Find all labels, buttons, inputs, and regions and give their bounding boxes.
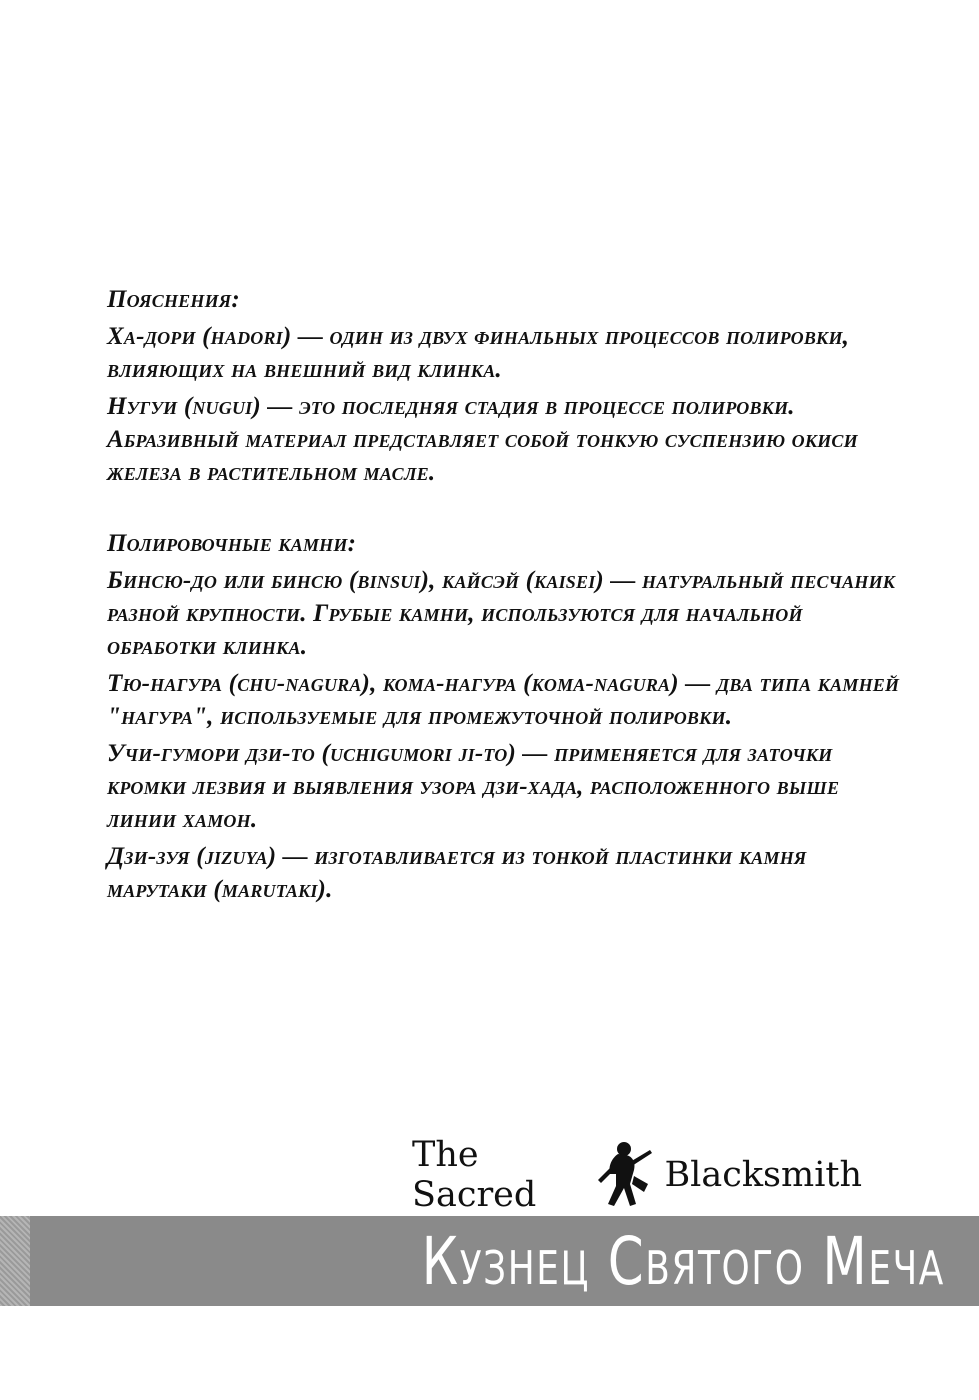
note-binsui: Бинсю-до или бинсю (binsui), кайсэй (kaisei) — натуральный песчаник разной крупности. Грубые камни, используются для начальной обработки клинка. <box>107 567 896 660</box>
swordsmith-silhouette-icon <box>594 1140 656 1210</box>
note-uchigumori: Учи-гумори дзи-то (uchigumori ji-to) — применяется для заточки кромки лезвия и выявления узора дзи-хада, расположенного выше линии хамон. <box>107 740 840 833</box>
russian-title: Кузнец Святого Меча <box>421 1222 945 1300</box>
note-hadori: Ха-дори (hadori) — один из двух финальных процессов полировки, влияющих на внешний вид клинка. <box>107 323 850 383</box>
notes-section <box>107 283 907 910</box>
stones-heading: Полировочные камни: <box>107 530 357 557</box>
explanations-heading: Пояснения: <box>107 286 240 313</box>
title-right-text: Blacksmith <box>664 1155 862 1195</box>
title-band <box>0 1216 979 1306</box>
section-gap <box>107 493 907 527</box>
title-left-text: The Sacred <box>412 1135 537 1215</box>
english-title-logo <box>412 1135 862 1215</box>
note-nugui: Нугуи (nugui) — это последняя стадия в процессе полировки. Абразивный материал представляет собой тонкую суспензию окиси железа в растительном масле. <box>107 393 858 486</box>
note-nagura: Тю-нагура (chu-nagura), кома-нагура (koma-nagura) — два типа камней "нагура", используемые для промежуточной полировки. <box>107 670 900 730</box>
note-jizuya: Дзи-зуя (jizuya) — изготавливается из тонкой пластинки камня марутаки (marutaki). <box>107 843 807 903</box>
